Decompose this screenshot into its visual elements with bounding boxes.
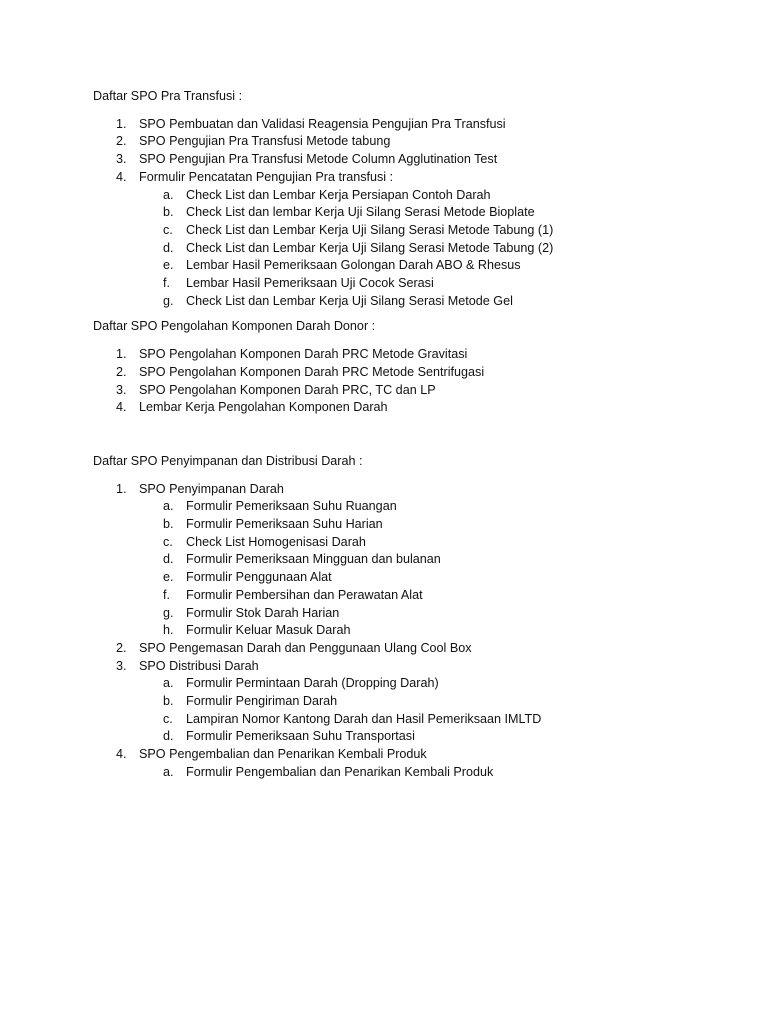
item-text: SPO Pengujian Pra Transfusi Metode Column Agglutination Test: [139, 152, 498, 167]
item-letter: g.: [163, 293, 174, 308]
sub-list-item: [93, 622, 733, 640]
item-text: SPO Pengemasan Darah dan Penggunaan Ulang Cool Box: [139, 640, 472, 655]
sub-item-text: Formulir Pengembalian dan Penarikan Kembali Produk: [186, 764, 494, 779]
item-number: 3.: [116, 658, 127, 673]
section-list-penyimpanan-distribusi-cont: [93, 640, 733, 675]
sub-item-text: Formulir Pembersihan dan Perawatan Alat: [186, 587, 423, 602]
sub-list-item: [93, 693, 733, 711]
sub-list-item: [93, 764, 733, 782]
section-list-pra-transfusi: [93, 116, 733, 187]
item-number: 1.: [116, 347, 127, 362]
item-letter: e.: [163, 570, 174, 585]
list-item: [93, 399, 733, 417]
item-letter: f.: [163, 587, 170, 602]
sub-list-item: [93, 569, 733, 587]
spacer: [93, 417, 733, 453]
sub-item-text: Formulir Pemeriksaan Mingguan dan bulanan: [186, 552, 441, 567]
sub-item-text: Check List dan Lembar Kerja Uji Silang Serasi Metode Tabung (1): [186, 222, 554, 237]
sub-item-text: Formulir Permintaan Darah (Dropping Darah): [186, 676, 439, 691]
item-letter: b.: [163, 694, 174, 709]
section-title-penyimpanan-distribusi: Daftar SPO Penyimpanan dan Distribusi Darah :: [93, 453, 363, 468]
sub-list-item: [93, 498, 733, 516]
sub-list-item: [93, 222, 733, 240]
item-text: SPO Pembuatan dan Validasi Reagensia Pengujian Pra Transfusi: [139, 116, 506, 131]
sub-item-text: Formulir Stok Darah Harian: [186, 605, 340, 620]
item-letter: b.: [163, 205, 174, 220]
item-text: Formulir Pencatatan Pengujian Pra transfusi :: [139, 169, 394, 184]
section-list-penyimpanan-distribusi-end: [93, 746, 733, 764]
item-number: 3.: [116, 152, 127, 167]
list-item: [93, 658, 733, 676]
sub-list-item: [93, 551, 733, 569]
section-list-penyimpanan-distribusi: [93, 481, 733, 499]
sub-list-item: [93, 605, 733, 623]
item-letter: c.: [163, 534, 173, 549]
sub-list-item: [93, 275, 733, 293]
sub-item-text: Check List Homogenisasi Darah: [186, 534, 366, 549]
sub-list-item: [93, 293, 733, 311]
sub-list-item: [93, 516, 733, 534]
section-list-pengolahan-komponen: [93, 346, 733, 417]
item-text: SPO Pengolahan Komponen Darah PRC Metode Sentrifugasi: [139, 364, 485, 379]
list-item: [93, 169, 733, 187]
item-text: SPO Penyimpanan Darah: [139, 481, 284, 496]
sub-item-text: Check List dan Lembar Kerja Persiapan Contoh Darah: [186, 187, 491, 202]
sublist-pengembalian-produk: [93, 764, 733, 782]
item-text: SPO Pengolahan Komponen Darah PRC, TC dan LP: [139, 382, 436, 397]
item-letter: f.: [163, 276, 170, 291]
sub-item-text: Formulir Penggunaan Alat: [186, 570, 332, 585]
list-item: [93, 640, 733, 658]
item-letter: c.: [163, 711, 173, 726]
sub-list-item: [93, 187, 733, 205]
sub-item-text: Check List dan lembar Kerja Uji Silang Serasi Metode Bioplate: [186, 205, 535, 220]
sub-list-item: [93, 534, 733, 552]
item-letter: b.: [163, 517, 174, 532]
sub-item-text: Formulir Pemeriksaan Suhu Ruangan: [186, 499, 397, 514]
sub-item-text: Lampiran Nomor Kantong Darah dan Hasil Pemeriksaan IMLTD: [186, 711, 542, 726]
item-letter: g.: [163, 605, 174, 620]
sub-list-item: [93, 587, 733, 605]
item-text: SPO Pengujian Pra Transfusi Metode tabung: [139, 134, 391, 149]
item-number: 3.: [116, 382, 127, 397]
sub-item-text: Lembar Hasil Pemeriksaan Uji Cocok Serasi: [186, 276, 434, 291]
spacer: [93, 471, 733, 481]
list-item: [93, 481, 733, 499]
sub-item-text: Formulir Pemeriksaan Suhu Transportasi: [186, 729, 415, 744]
section-title-pra-transfusi: Daftar SPO Pra Transfusi :: [93, 89, 243, 103]
item-letter: d.: [163, 552, 174, 567]
list-item: [93, 346, 733, 364]
item-text: SPO Distribusi Darah: [139, 658, 259, 673]
document-body: [93, 88, 733, 782]
list-item: [93, 746, 733, 764]
sub-item-text: Check List dan Lembar Kerja Uji Silang Serasi Metode Gel: [186, 293, 513, 308]
item-letter: a.: [163, 499, 174, 514]
sub-list-item: [93, 728, 733, 746]
item-text: SPO Pengolahan Komponen Darah PRC Metode Gravitasi: [139, 347, 468, 362]
spacer: [93, 336, 733, 346]
item-text: SPO Pengembalian dan Penarikan Kembali Produk: [139, 747, 427, 762]
item-letter: d.: [163, 729, 174, 744]
spacer: [93, 106, 733, 116]
list-item: [93, 382, 733, 400]
sub-item-text: Lembar Hasil Pemeriksaan Golongan Darah ABO & Rhesus: [186, 258, 521, 273]
sublist-formulir-pencatatan: [93, 187, 733, 311]
item-number: 2.: [116, 640, 127, 655]
item-letter: a.: [163, 764, 174, 779]
sub-item-text: Formulir Pemeriksaan Suhu Harian: [186, 517, 383, 532]
item-number: 1.: [116, 116, 127, 131]
sub-list-item: [93, 204, 733, 222]
sub-list-item: [93, 675, 733, 693]
list-item: [93, 151, 733, 169]
item-letter: e.: [163, 258, 174, 273]
spacer: [93, 310, 733, 318]
sublist-penyimpanan-darah: [93, 498, 733, 640]
item-letter: a.: [163, 187, 174, 202]
item-number: 2.: [116, 134, 127, 149]
item-number: 4.: [116, 169, 127, 184]
sub-list-item: [93, 257, 733, 275]
item-letter: c.: [163, 222, 173, 237]
sublist-distribusi-darah: [93, 675, 733, 746]
item-number: 4.: [116, 400, 127, 415]
item-letter: h.: [163, 623, 174, 638]
item-number: 2.: [116, 364, 127, 379]
item-number: 4.: [116, 747, 127, 762]
item-number: 1.: [116, 481, 127, 496]
sub-item-text: Formulir Keluar Masuk Darah: [186, 623, 351, 638]
item-letter: d.: [163, 240, 174, 255]
sub-list-item: [93, 711, 733, 729]
item-letter: a.: [163, 676, 174, 691]
list-item: [93, 364, 733, 382]
sub-item-text: Check List dan Lembar Kerja Uji Silang Serasi Metode Tabung (2): [186, 240, 554, 255]
sub-item-text: Formulir Pengiriman Darah: [186, 694, 338, 709]
list-item: [93, 116, 733, 134]
sub-list-item: [93, 240, 733, 258]
section-title-pengolahan-komponen: Daftar SPO Pengolahan Komponen Darah Donor :: [93, 319, 376, 334]
list-item: [93, 133, 733, 151]
item-text: Lembar Kerja Pengolahan Komponen Darah: [139, 400, 388, 415]
